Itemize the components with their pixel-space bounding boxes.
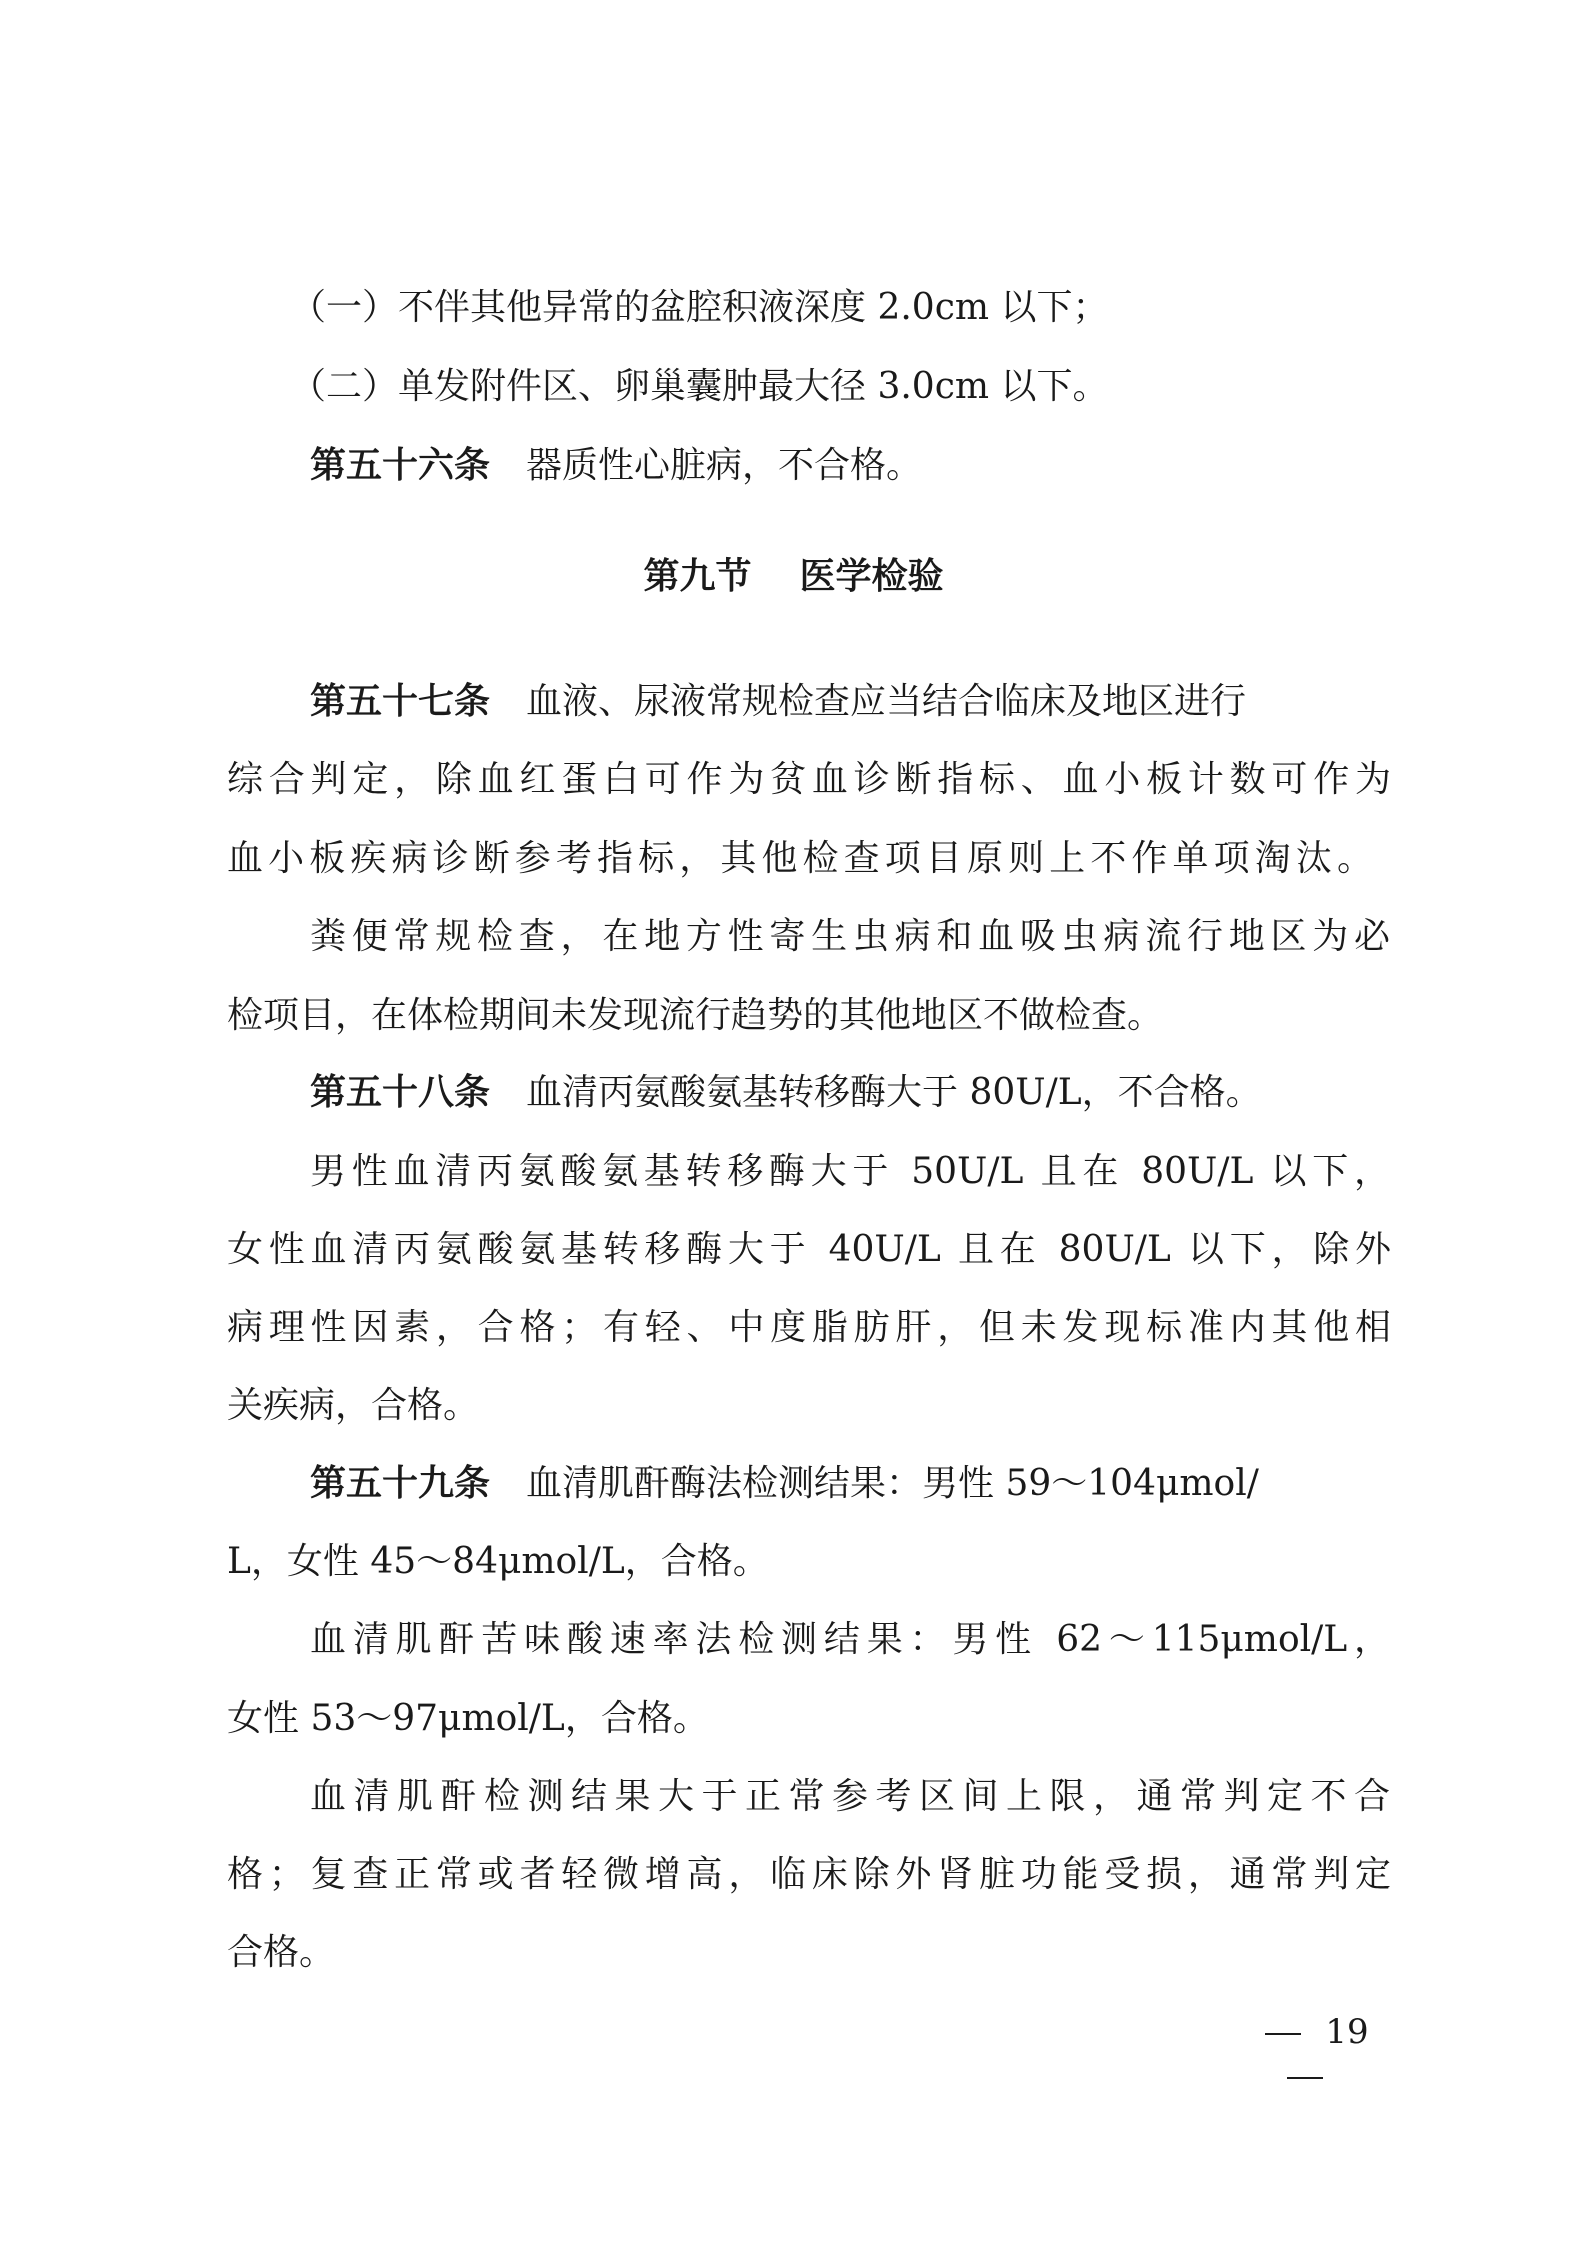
article-58-text: 血清丙氨酸氨基转移酶大于 80U/L，不合格。 <box>526 1072 1262 1113</box>
text-line: 血清肌酐苦味酸速率法检测结果：男性 62～115μmol/L， <box>310 1619 1390 1660</box>
article-57-label: 第五十七条 <box>310 681 491 722</box>
text-line: 病理性因素，合格；有轻、中度脂肪肝，但未发现标准内其他相 <box>227 1307 1391 1348</box>
article-57-text: 血液、尿液常规检查应当结合临床及地区进行 <box>526 681 1247 722</box>
article-58 <box>310 1071 1262 1115</box>
article-56-label: 第五十六条 <box>310 445 491 486</box>
article-59-label: 第五十九条 <box>310 1463 491 1504</box>
article-57 <box>310 680 1246 724</box>
text-line: 血清肌酐检测结果大于正常参考区间上限，通常判定不合 <box>310 1776 1390 1817</box>
article-59-text: 血清肌酐酶法检测结果：男性 59～104μmol/ <box>526 1463 1259 1504</box>
page-number-value: 19 <box>1325 2012 1369 2052</box>
article-56 <box>310 444 922 488</box>
text-line-item-2: （二）单发附件区、卵巢囊肿最大径 3.0cm 以下。 <box>290 366 1109 407</box>
text-line: 关疾病，合格。 <box>227 1385 480 1426</box>
text-line: 综合判定，除血红蛋白可作为贫血诊断指标、血小板计数可作为 <box>227 759 1391 800</box>
text-line-item-1: （一）不伴其他异常的盆腔积液深度 2.0cm 以下； <box>290 287 1109 328</box>
text-line: 粪便常规检查，在地方性寄生虫病和血吸虫病流行地区为必 <box>310 916 1390 957</box>
page-number-dash-right <box>1287 2077 1323 2079</box>
text-line: L，女性 45～84μmol/L，合格。 <box>227 1541 769 1582</box>
section-heading <box>0 555 1587 599</box>
section-number: 第九节 <box>643 556 752 597</box>
text-line: 男性血清丙氨酸氨基转移酶大于 50U/L 且在 80U/L 以下， <box>310 1151 1390 1192</box>
article-58-label: 第五十八条 <box>310 1072 491 1113</box>
page-number-dash-left <box>1265 2033 1301 2035</box>
article-59 <box>310 1462 1259 1506</box>
text-line: 女性 53～97μmol/L，合格。 <box>227 1698 709 1739</box>
text-line: 格；复查正常或者轻微增高，临床除外肾脏功能受损，通常判定 <box>227 1854 1391 1895</box>
text-line: 血小板疾病诊断参考指标，其他检查项目原则上不作单项淘汰。 <box>227 838 1373 879</box>
section-name: 医学检验 <box>799 556 944 597</box>
text-line: 女性血清丙氨酸氨基转移酶大于 40U/L 且在 80U/L 以下，除外 <box>227 1229 1391 1270</box>
text-line: 合格。 <box>227 1932 336 1973</box>
article-56-text: 器质性心脏病，不合格。 <box>526 445 923 486</box>
page-number <box>1205 2010 1405 2098</box>
text-line: 检项目，在体检期间未发现流行趋势的其他地区不做检查。 <box>227 995 1164 1036</box>
